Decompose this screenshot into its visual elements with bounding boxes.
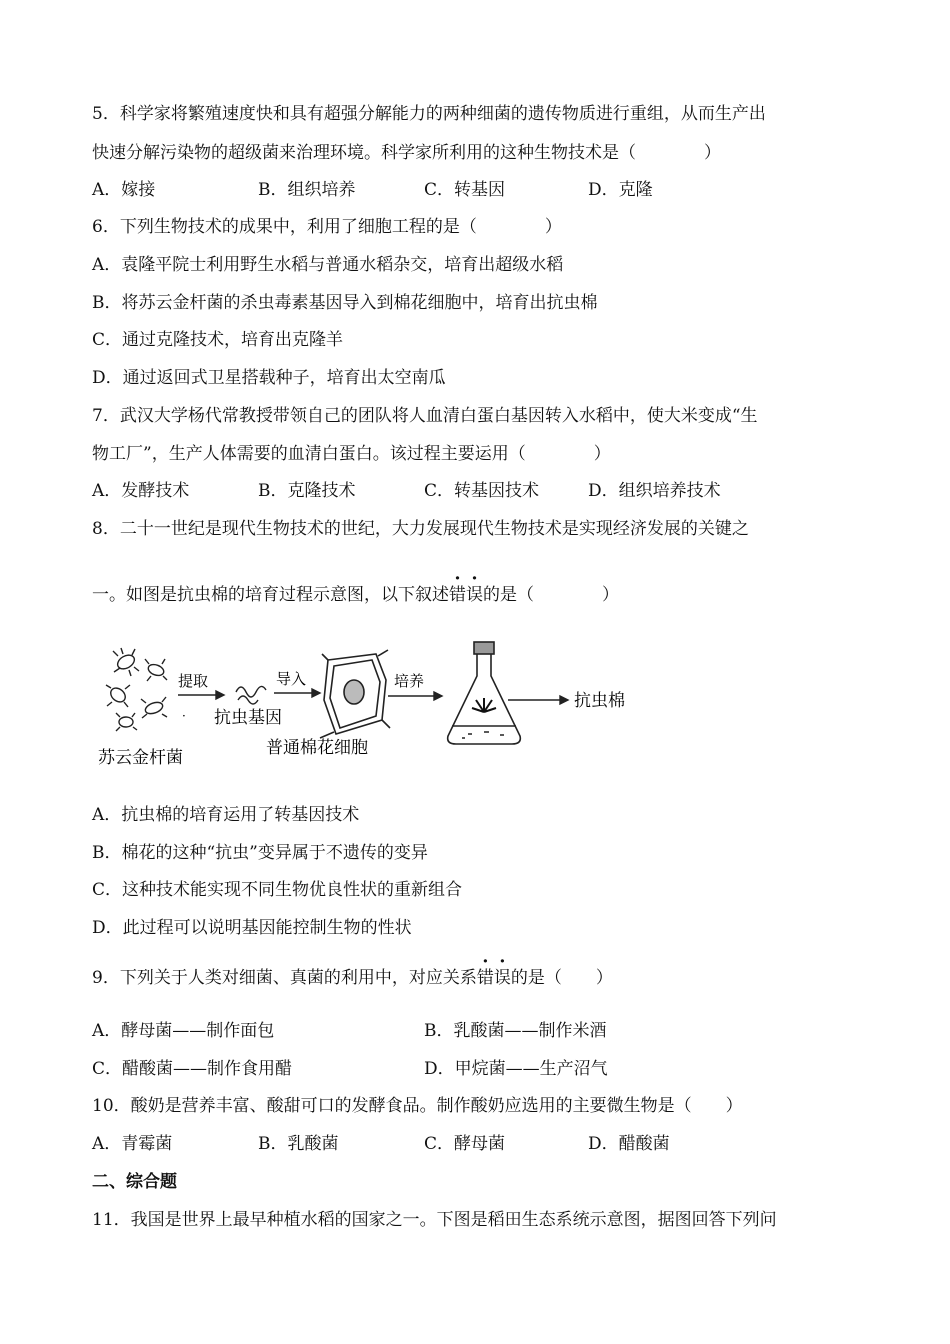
emphasis-dot-char: 错 (476, 968, 494, 988)
emphasis-dot-char: 误 (493, 968, 511, 988)
q10-option-b[interactable]: B．乳酸菌 (258, 1134, 339, 1154)
gene-label: 抗虫基因 (214, 708, 282, 728)
emphasis-dot-char: 错 (449, 585, 466, 605)
result-label: 抗虫棉 (574, 691, 625, 711)
emphasis-dot-char: 误 (466, 585, 483, 605)
q6-option-d[interactable]: D．通过返回式卫星搭载种子，培育出太空南瓜 (92, 368, 446, 388)
gene-icon (236, 686, 266, 704)
q8-option-d[interactable]: D．此过程可以说明基因能控制生物的性状 (92, 918, 412, 938)
arrow-right-icon (274, 689, 320, 697)
q5-option-c[interactable]: C．转基因 (424, 180, 506, 200)
q8-option-c[interactable]: C．这种技术能实现不同生物优良性状的重新组合 (92, 880, 463, 900)
q7-option-c[interactable]: C．转基因技术 (424, 481, 540, 501)
q9-stem-post: 的是（ ） (510, 968, 613, 988)
q7-option-a[interactable]: A．发酵技术 (92, 481, 190, 501)
q6-option-a[interactable]: A．袁隆平院士利用野生水稻与普通水稻杂交，培育出超级水稻 (92, 255, 564, 275)
q8-stem-pre: 一。如图是抗虫棉的培育过程示意图，以下叙述 (92, 585, 449, 605)
cell-label: 普通棉花细胞 (266, 738, 368, 758)
q10-option-a[interactable]: A．青霉菌 (92, 1134, 173, 1154)
q5-option-b[interactable]: B．组织培养 (258, 180, 356, 200)
q9-option-c[interactable]: C．醋酸菌——制作食用醋 (92, 1059, 293, 1079)
step-culture-label: 培养 (394, 672, 425, 690)
q5-option-a[interactable]: A．嫁接 (92, 180, 156, 200)
q8-stem-line2 (92, 584, 619, 606)
q8-stem-line1: 8．二十一世纪是现代生物技术的世纪，大力发展现代生物技术是实现经济发展的关键之 (92, 519, 749, 539)
q9-stem-pre: 9．下列关于人类对细菌、真菌的利用中，对应关系 (92, 968, 477, 988)
q8-stem-post: 的是（ ） (483, 585, 619, 605)
q8-option-b[interactable]: B．棉花的这种“抗虫”变异属于不遗传的变异 (92, 843, 428, 863)
cotton-cell-icon (320, 650, 390, 738)
q6-option-b[interactable]: B．将苏云金杆菌的杀虫毒素基因导入到棉花细胞中，培育出抗虫棉 (92, 293, 598, 313)
q9-option-b[interactable]: B．乳酸菌——制作米酒 (424, 1021, 607, 1041)
q5-stem-line1: 5．科学家将繁殖速度快和具有超强分解能力的两种细菌的遗传物质进行重组，从而生产出 (92, 104, 766, 124)
q6-stem: 6．下列生物技术的成果中，利用了细胞工程的是（ ） (92, 217, 562, 237)
arrow-right-icon (178, 691, 224, 699)
q6-option-c[interactable]: C．通过克隆技术，培育出克隆羊 (92, 330, 344, 350)
dot-mark: · (182, 709, 186, 723)
bacteria-label: 苏云金杆菌 (98, 748, 183, 768)
q9-option-d[interactable]: D．甲烷菌——生产沼气 (424, 1059, 608, 1079)
q11-stem-line1: 11．我国是世界上最早种植水稻的国家之一。下图是稻田生态系统示意图，据图回答下列问 (92, 1210, 777, 1230)
culture-flask-icon (448, 642, 521, 744)
arrow-right-icon (388, 692, 442, 700)
q7-stem-line1: 7．武汉大学杨代常教授带领自己的团队将人血清白蛋白基因转入水稻中，使大米变成“生 (92, 406, 758, 426)
arrow-right-icon (508, 696, 568, 704)
q9-stem (92, 967, 613, 989)
bacteria-icon (106, 648, 167, 731)
step-extract-label: 提取 (178, 672, 209, 690)
q7-option-d[interactable]: D．组织培养技术 (588, 481, 721, 501)
section-heading: 二、综合题 (92, 1172, 177, 1192)
q7-stem-line2: 物工厂”，生产人体需要的血清白蛋白。该过程主要运用（ ） (92, 444, 611, 464)
insect-resistant-cotton-diagram (96, 640, 656, 770)
q8-option-a[interactable]: A．抗虫棉的培育运用了转基因技术 (92, 805, 360, 825)
q10-option-c[interactable]: C．酵母菌 (424, 1134, 506, 1154)
q5-option-d[interactable]: D．克隆 (588, 180, 653, 200)
q10-option-d[interactable]: D．醋酸菌 (588, 1134, 670, 1154)
q5-stem-line2: 快速分解污染物的超级菌来治理环境。科学家所利用的这种生物技术是（ ） (92, 143, 721, 163)
step-import-label: 导入 (276, 670, 307, 688)
q9-option-a[interactable]: A．酵母菌——制作面包 (92, 1021, 275, 1041)
q7-option-b[interactable]: B．克隆技术 (258, 481, 356, 501)
q10-stem: 10．酸奶是营养丰富、酸甜可口的发酵食品。制作酸奶应选用的主要微生物是（ ） (92, 1096, 743, 1116)
